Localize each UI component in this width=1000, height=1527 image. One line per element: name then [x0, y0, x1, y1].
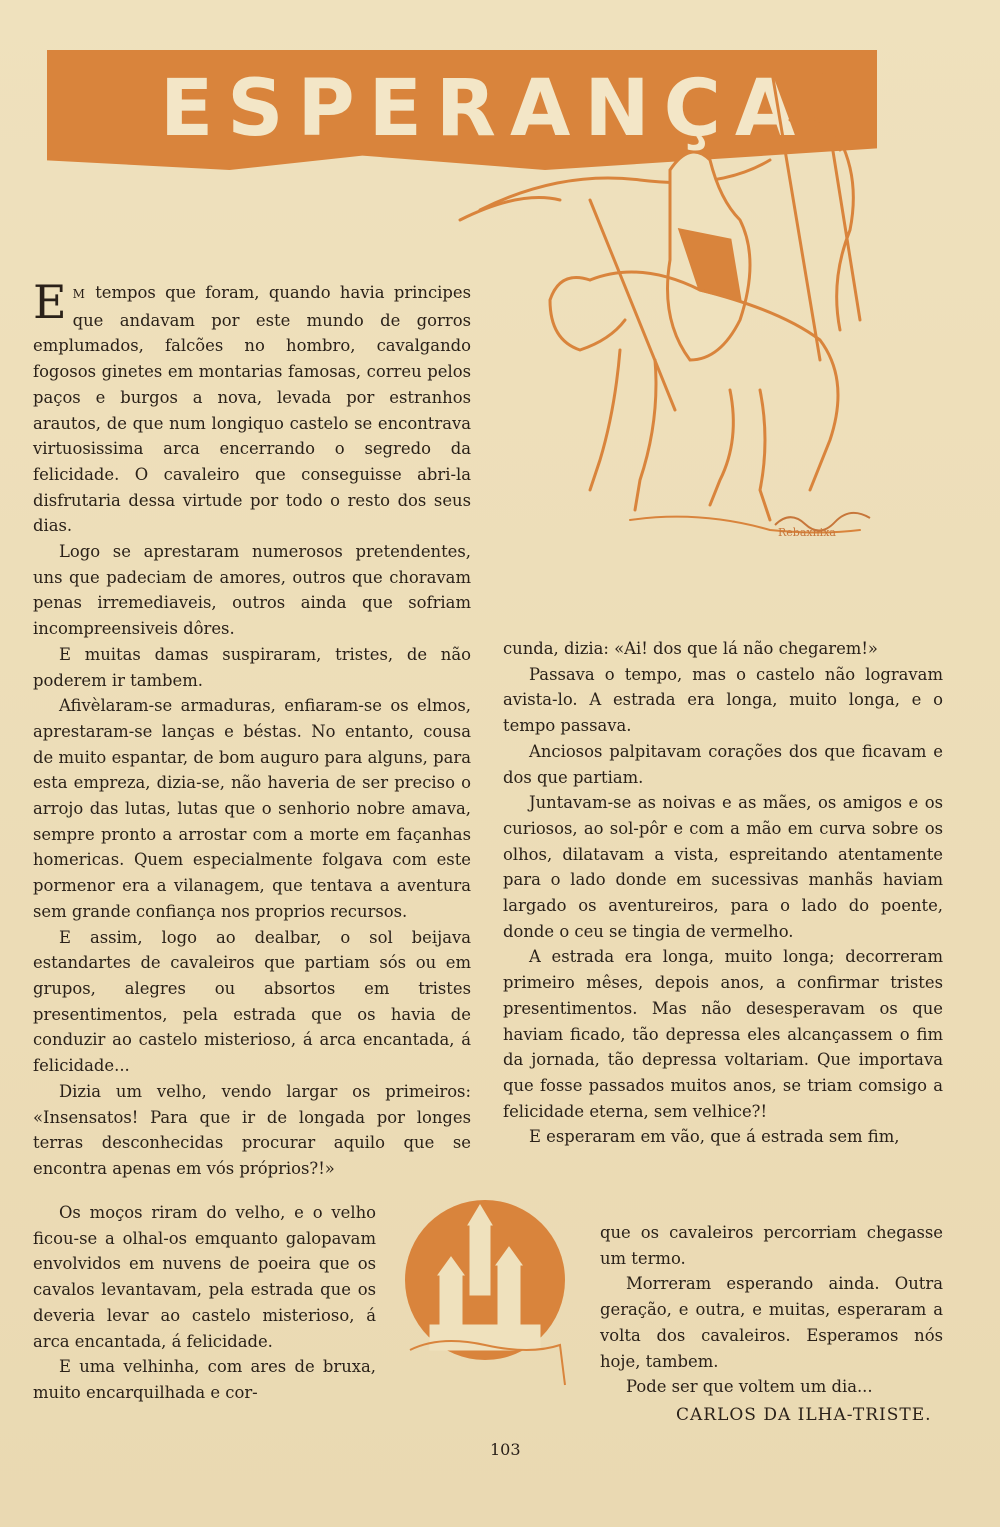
paragraph-text: tempos que foram, quando havia principes que andavam por este mundo de gorros emplumados, falcões no hombro, cavalgando fogosos ginetes em montarias famosas, correu pelos paços e burgos a nova, levada por estranhos arautos, de que num longiquo castelo se encontrava virtuosissima arca encerrando o segredo da felicidade. O cavaleiro que conseguisse abri-la disfrutaria dessa virtude por todo o resto dos seus dias. — [33, 283, 471, 536]
right-column-narrow — [600, 1220, 943, 1400]
drop-cap: E — [33, 275, 67, 329]
paragraph: Passava o tempo, mas o castelo não logravam avista-lo. A estrada era longa, muito longa, e o tempo passava. — [503, 664, 943, 736]
svg-text:Rebaxnixa: Rebaxnixa — [778, 526, 836, 539]
paragraph: Morreram esperando ainda. Outra geração, e outra, e muitas, esperaram a volta dos cavaleiros. Esperamos nós hoje, tambem. — [600, 1274, 943, 1371]
paragraph: Juntavam-se as noivas e as mães, os amigos e os curiosos, ao sol-pôr e com a mão em curva sobre os olhos, dilatavam a vista, espreitando atentamente para o lado donde em sucessivas manhãs haviam largado os aventureiros, para o lado do poente, donde o ceu se tingia de vermelho. — [503, 793, 943, 941]
paragraph: Logo se aprestaram numerosos pretendentes, uns que padeciam de amores, outros que choravam penas irremediaveis, outros ainda que sofriam incompreensiveis dôres. — [33, 542, 471, 639]
paragraph: E assim, logo ao dealbar, o sol beijava estandartes de cavaleiros que partiam sós ou em grupos, alegres ou absortos em tristes presentimentos, pela estrada que os havia de conduzir ao castelo misterioso, á arca encantada, á felicidade... — [33, 927, 471, 1076]
paragraph: A estrada era longa, muito longa; decorreram primeiro mêses, depois anos, a confirmar tristes presentimentos. Mas não desesperavam os que haviam ficado, tão depressa eles alcançassem o fim da jornada, tão depressa voltariam. Que importava que fosse passados muitos anos, se triam comsigo a felicidade eterna, sem velhice?! — [503, 947, 943, 1121]
paragraph: Anciosos palpitavam corações dos que ficavam e dos que partiam. — [503, 741, 943, 787]
paragraph — [33, 275, 471, 539]
paragraph: cunda, dizia: «Ai! dos que lá não chegarem!» — [503, 639, 878, 658]
page-title: ESPERANÇA — [160, 64, 810, 154]
paragraph: Afivèlaram-se armaduras, enfiaram-se os elmos, aprestaram-se lanças e béstas. No entanto, cousa de muito espantar, de bom auguro para alguns, para esta empreza, dizia-se, não haveria de ser preciso o arrojo das lutas, lutas que o senhorio nobre amava, sempre pronto a arrostar com a morte em façanhas homericas. Quem especialmente folgava com este pormenor era a vilanagem, que tentava a aventura sem grande confiança nos proprios recursos. — [33, 696, 471, 921]
right-column — [503, 636, 943, 1150]
paragraph: E esperaram em vão, que á estrada sem fim, — [529, 1127, 900, 1147]
author-signature: CARLOS DA ILHA-TRISTE. — [676, 1405, 932, 1425]
paragraph: E uma velhinha, com ares de bruxa, muito encarquilhada e cor- — [33, 1357, 376, 1402]
left-column — [33, 275, 471, 1182]
paragraph: E muitas damas suspiraram, tristes, de não poderem ir tambem. — [33, 644, 471, 690]
first-word-rest: M — [72, 287, 86, 301]
page-number: 103 — [490, 1440, 521, 1459]
paragraph: que os cavaleiros percorriam chegasse um termo. — [600, 1223, 943, 1268]
left-column-narrow — [33, 1200, 376, 1406]
knight-on-horse-illustration — [440, 60, 910, 550]
castle-illustration — [400, 1185, 570, 1400]
paragraph: Os moços riram do velho, e o velho ficou-se a olhal-os emquanto galopavam envolvidos em nuvens de poeira que os cavalos levantavam, pela estrada que os deveria levar ao castelo misterioso, á arca encantada, á felicidade. — [33, 1203, 376, 1351]
artist-signature — [770, 500, 880, 540]
paragraph: Dizia um velho, vendo largar os primeiros: «Insensatos! Para que ir de longada por longes terras desconhecidas procurar aquilo que se encontra apenas em vós próprios?!» — [33, 1081, 471, 1178]
paragraph: Pode ser que voltem um dia... — [626, 1377, 873, 1397]
